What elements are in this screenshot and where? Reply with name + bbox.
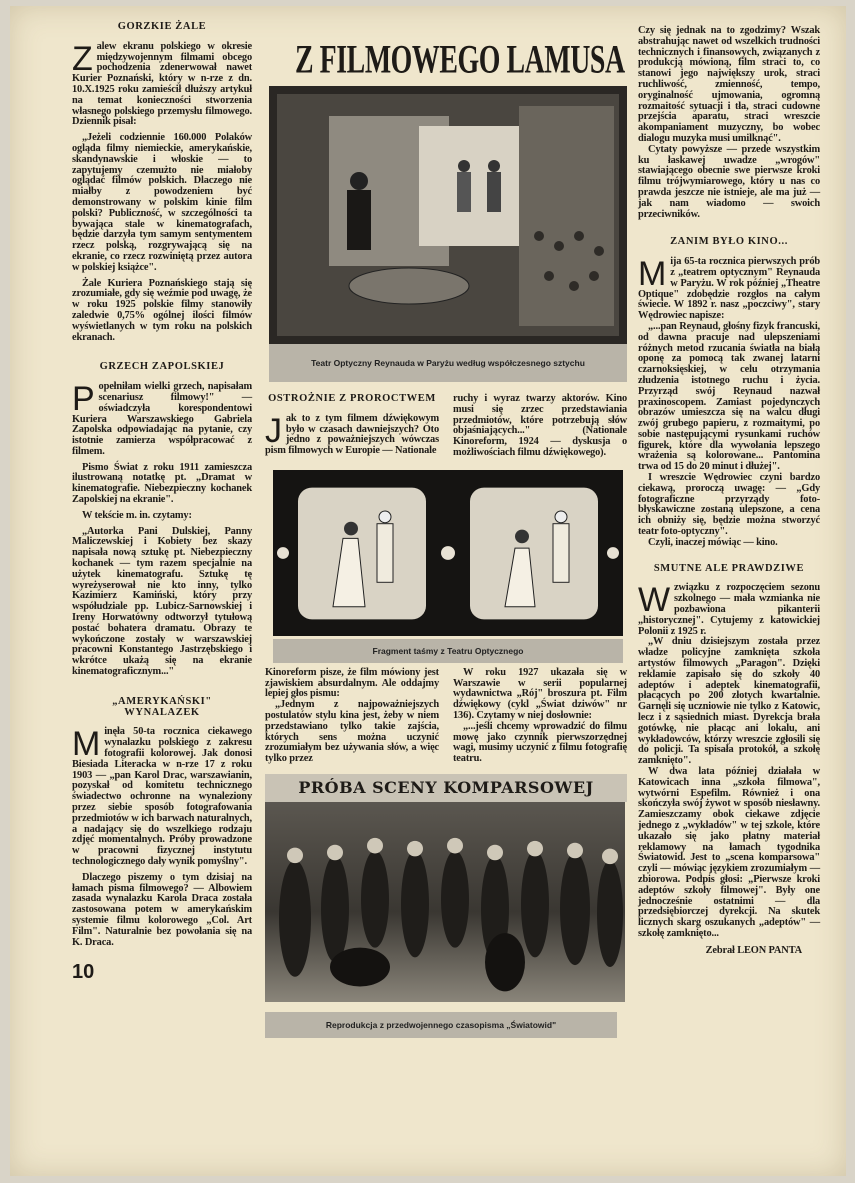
article-kinoreform-col-a <box>265 668 439 770</box>
heading-line-2: WYNALAZEK <box>124 706 200 718</box>
paragraph: Cytaty powyższe — przede wszystkim ku łaskawej uwadze „wrogów" stawiającego obecnie swe pierwsze kroki filmu trójwymiarowego, który u nas co prawda jeszcze nie istnieje, ale ma już — jak nam wiadomo — swoich przeciwników. <box>638 143 820 220</box>
drop-cap: P <box>72 380 95 419</box>
heading: SMUTNE ALE PRAWDZIWE <box>653 562 805 574</box>
paragraph: „W dniu dzisiejszym została przez władze policyjne zamknięta szkoła artystów filmowych „Paragon". Dzięki reklamie zapisało się do szkoły 40 adeptów i adeptek kinematografii, płacących po 200 złotych kwartalnie. Garnęli się uczniowie nie tylko z Katowic, lecz i z sąsiednich miast. Dyrekcja brała gotówkę, nie płacąc ani lokalu, ani wykładowców, którzy wreszcie zgłosili się do policji. Ta spisała protokół, a szkołę zamknięto". <box>638 636 820 767</box>
page-title: Z FILMOWEGO LAMUSA <box>295 36 625 81</box>
photo-heading: PRÓBA SCENY KOMPARSOWEJ <box>265 774 627 802</box>
photo-extras-scene <box>265 802 625 1002</box>
paragraph: opełniłam wielki grzech, napisałam scenariusz filmowy!" — oświadczyła korespondentowi Kuriera Warszawskiego Gabriela Zapolska odpowiadając na pytanie, czy istotnie zamierza współpracować z filmem. <box>72 381 252 457</box>
caption-extras-scene: Reprodukcja z przedwojennego czasopisma „Światowid" <box>265 1012 617 1038</box>
article-ostroznie <box>265 394 627 464</box>
paragraph: I wreszcie Wędrowiec czyni bardzo ciekawą, proroczą uwagę: — „Gdy fotograficzne przyrządy foto-błyskawiczne zostaną ulepszone, a cena ich obniży się, będzie można stworzyć teatr foto-optyczny". <box>638 472 820 538</box>
paragraph: związku z rozpoczęciem sezonu szkolnego — mała wzmianka nie pozbawiona pikanterii „historycznej". Cytujemy z katowickiej Polonii z 1925 r. <box>638 582 820 637</box>
paragraph: ija 65-ta rocznica pierwszych prób z „teatrem optycznym" Reynauda w Paryżu. W rok później „Theatre Optique" zdobędzie rozgłos na całym świecie. W 1892 r. nasz „poczciwy", stary Wędrowiec napisze: <box>638 256 820 322</box>
paragraph: „Autorka Pani Dulskiej, Panny Maliczewskiej i Kobiety bez skazy napisała nową sztukę pt. Niebezpieczny kochanek — tym razem specjalnie na użytek kinematografu. Sztukę tę wyreżyserował nie kto inny, tylko Kazimierz Kamiński, który przy współudziale pp. Lubicz-Sarnowskiej i Ireny Horwatówny odtworzył tytułową postać bohatera dramatu. Obrazy te wykończone zostały w warszawskiej pracowni Konstantego Jastrzębskiego i wkrótce ukażą się na ekranie kinematograficznym..." <box>72 525 252 678</box>
paragraph: „...jeśli chcemy wprowadzić do filmu mowę jako czynnik pierwszorzędnej wagi, musimy uczynić z filmu fotografię teatru. <box>453 720 627 765</box>
caption-film-strip: Fragment taśmy z Teatru Optycznego <box>273 639 623 663</box>
article-zanim-bylo-kino <box>638 237 820 553</box>
paragraph: alew ekranu polskiego w okresie międzywojennym filmami obcego pochodzenia zdenerwował nawet Kurier Poznański, który w n-rze z dn. 10.X.1925 roku zamieścił dłuższy artykuł na temat konieczności stworzenia własnego polskiego przemysłu filmowego. Dziennik pisał: <box>72 40 252 128</box>
right-column <box>638 26 820 957</box>
magazine-page <box>10 6 846 1176</box>
paragraph: Dlaczego piszemy o tym dzisiaj na łamach pisma filmowego? — Albowiem zasada wynalazku Karola Draca została zastosowana potem w amerykańskim systemie filmu kolorowego „Col. Art Film". Naturalnie bez powołania się na K. Draca. <box>72 871 252 948</box>
heading: GRZECH ZAPOLSKIEJ <box>99 361 225 373</box>
drop-cap: M <box>72 725 101 764</box>
article-grzech-zapolskiej <box>72 362 252 683</box>
drop-cap: M <box>638 255 667 294</box>
drop-cap: W <box>638 581 670 620</box>
drop-cap: Z <box>72 39 93 78</box>
article-kinoreform-col-b <box>453 668 627 770</box>
heading: ZANIM BYŁO KINO... <box>670 236 788 248</box>
article-ostroznie-col-a <box>265 394 439 464</box>
title-area <box>265 24 627 86</box>
paragraph: Pismo Świat z roku 1911 zamieszcza ilustrowaną notatkę pt. „Dramat w kinematografie. Niebezpieczny kochanek Zapolskiej na ekranie". <box>72 461 252 506</box>
paragraph: „Jednym z najpoważniejszych postulatów stylu kina jest, żeby w niem przedstawiano tylko takie zajścia, których sens można uczynić zrozumiałym bez używania słów, a więc tylko przez <box>265 699 439 765</box>
paragraph: „...pan Reynaud, głośny fizyk francuski, od dawna pracuje nad ulepszeniami różnych metod rzucania światła na białą oponę za pomocą tak zwanej latarni czarnoksięskiej, w celu otrzymania złudzenia istotnego ruchu i życia. Przyrząd swój Reynaud nazwał praxinoscopem. Zamiast pojedynczych obrazów umieszcza się na walcu długi zwój grubego papieru, z rozmaitymi, po sobie następującymi rysunkami ruchów figurek, które dla wywołania lepszego wrażenia są kolorowane... Pantomina trwa od 15 do 20 minut i dłużej". <box>638 320 820 473</box>
paragraph: W roku 1927 ukazała się w Warszawie w serii popularnej wydawnictwa „Rój" broszura pt. Film dźwiękowy (cykl „Świat dziwów" nr 136). Czytamy w niej dosłownie: <box>453 666 627 721</box>
paragraph: Czy się jednak na to zgodzimy? Wszak abstrahując nawet od wszelkich trudności technicznych i finansowych, związanych z produkcją mówioną, film straci to, co stanowi jego największy urok, straci ruchliwość, zmienność, tempo, oryginalność ujmowania, ogromną rozmaitość sytuacji i tła, straci cudowne przejścia aparatu, straci wreszcie akompaniament muzyczny, bo wobec dialogu muzyka musi umilknąć". <box>638 25 820 144</box>
heading: OSTROŻNIE Z PROROCTWEM <box>268 393 436 404</box>
drop-cap: J <box>265 411 282 450</box>
paragraph: Kinoreform pisze, że film mówiony jest zjawiskiem absurdalnym. Ale oddajmy lepiej głos pismu: <box>265 666 439 700</box>
paragraph: inęła 50-ta rocznica ciekawego wynalazku polskiego z zakresu fotografii kolorowej. Jak donosi Biesiada Literacka w n-rze 17 z roku 1903 — „pan Karol Drac, warszawianin, pozyskał od komitetu technicznego świadectwo ochronne na wynaleziony przez siebie sposób fotografowania przedmiotów w ich barwach naturalnych, a nadający się do wszelkiego rodzaju zdjęć momentalnych. Próby prowadzone w pracowni fizycznej instytutu technologicznego dały wynik pomyślny". <box>72 726 252 867</box>
article-ostroznie-col-b <box>453 394 627 464</box>
article-continued <box>638 26 820 225</box>
middle-column <box>265 24 627 1038</box>
left-column <box>72 22 252 984</box>
illustration-optical-theatre <box>269 86 627 344</box>
article-smutne-ale-prawdziwe <box>638 564 820 957</box>
paragraph: Żale Kuriera Poznańskiego stają się zrozumiałe, gdy się weźmie pod uwagę, że w roku 1925 polskie filmy stanowiły zaledwie 0,75% ogólnej ilości filmów wyświetlanych w tym roku na polskich ekranach. <box>72 277 252 343</box>
heading: GORZKIE ŻALE <box>117 21 207 32</box>
illustration-film-strip <box>273 470 623 636</box>
paragraph: ak to z tym filmem dźwiękowym było w czasach dawniejszych? Oto jedno z poważniejszych wówczas pism filmowych w Europie — Nationale <box>265 412 439 457</box>
heading-line-1: „AMERYKAŃSKI" <box>112 695 212 707</box>
paragraph: ruchy i wyraz twarzy aktorów. Kino musi się zrzec przedstawiania przedmiotów, które potrzebują słów objaśniających..." (Nationale Kinoreform, 1924 — dyskusja o możliwościach filmu dźwiękowego). <box>453 393 627 458</box>
caption-optical-theatre: Teatr Optyczny Reynauda w Paryżu według współczesnego sztychu <box>269 344 627 382</box>
author-signature: Zebrał LEON PANTA <box>705 944 802 956</box>
article-amerykanski-wynalazek <box>72 697 252 954</box>
paragraph: W tekście m. in. czytamy: <box>82 509 192 521</box>
article-kinoreform <box>265 668 627 770</box>
paragraph: W dwa lata później działała w Katowicach inna „szkoła filmowa", wytwórni Espefilm. Również i ona skończyła swój żywot w sposób niesławny. Zamieszczamy obok ciekawe zdjęcie jednego z „wykładów" w tej szkole, które ukazało się jako płatny materiał reklamowy na łamach tygodnika Światowid. Jest to „scena komparsowa" czyli — mówiąc językiem zrozumiałym — zbiorowa. Podpis głosi: „Pierwsze kroki adeptów szkoły filmowej". Były one jednocześnie ostatnimi — dla przedsiębiorczej dyrekcji. Na skutek licznych skarg oszukanych „adeptów" — szkołę zamknięto... <box>638 766 820 939</box>
article-gorzkie-zale <box>72 22 252 348</box>
paragraph: „Jeżeli codziennie 160.000 Polaków ogląda filmy niemieckie, amerykańskie, skandynawskie i włoskie — to zapytujemy czemużto nie miałoby oglądać filmów polskich. Dlaczego nie miałby z powodzeniem być demonstrowany w polskim kinie film polski? Publiczność, w szczególności ta bywająca stale w kinematografach, będzie darzyła tym samym sentymentem rzecz polską, rozgrywającą się na ekranie, co rzecz rozwiniętą przez autora w polskiej książce". <box>72 132 252 273</box>
page-number: 10 <box>72 961 95 984</box>
paragraph: Czyli, inaczej mówiąc — kino. <box>648 536 778 548</box>
